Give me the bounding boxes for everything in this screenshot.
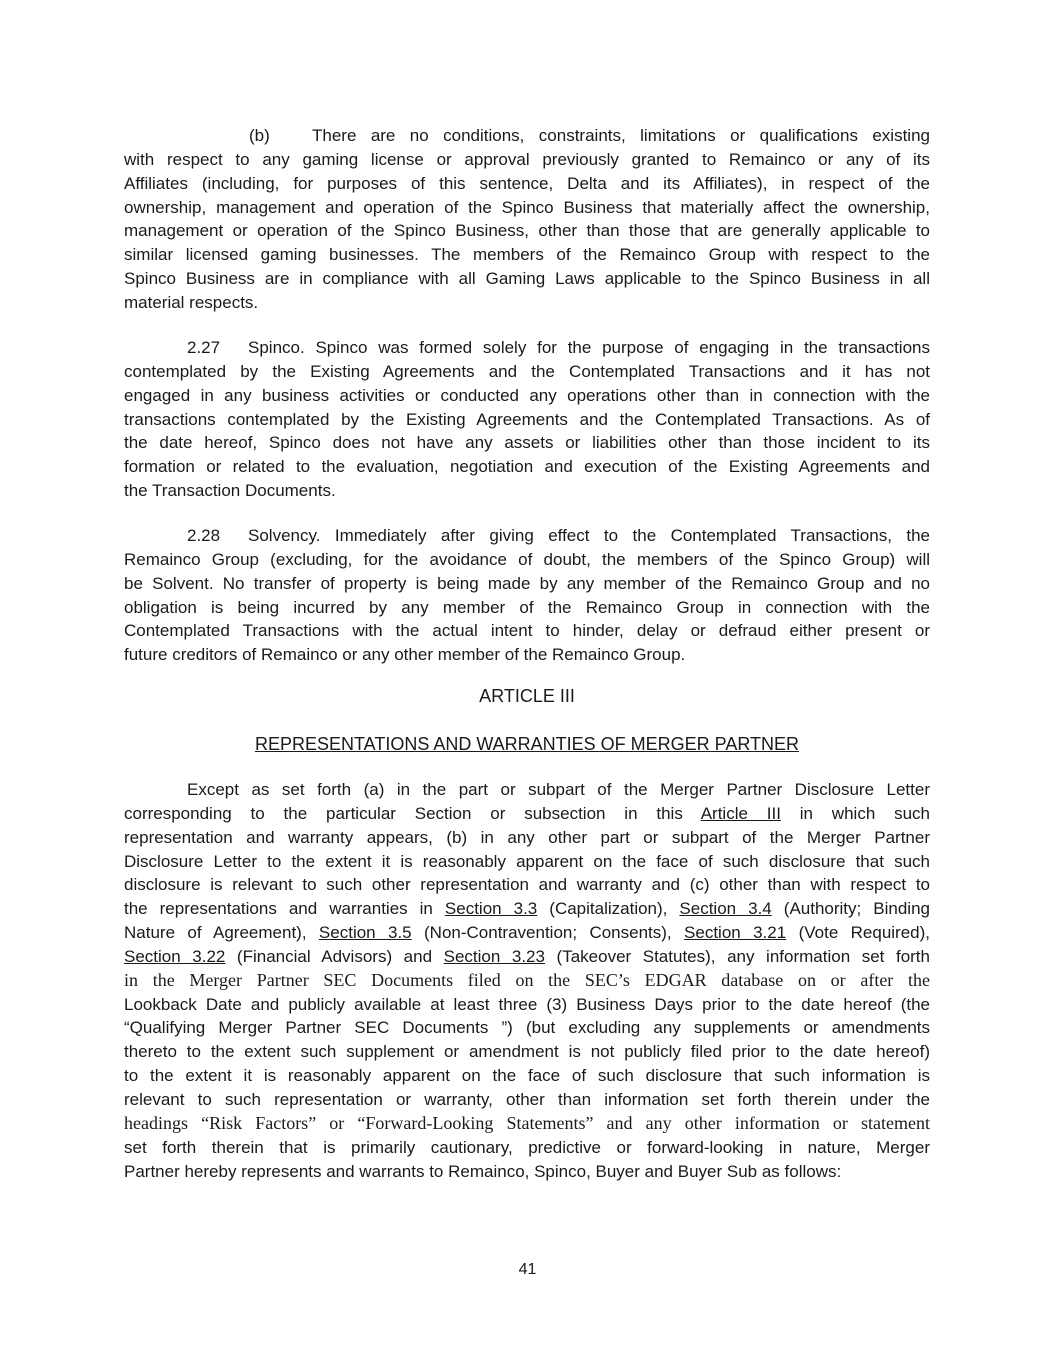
cross-reference-link[interactable]: Section 3.22 xyxy=(124,946,226,966)
text-run: material respects. xyxy=(124,292,259,312)
text-run: the representations and warranties in xyxy=(124,899,445,919)
text-line xyxy=(124,921,930,945)
text-line xyxy=(124,360,930,384)
cross-reference-link[interactable]: Section 3.21 xyxy=(684,923,787,943)
text-run: Except as set forth (a) in the part or subpart of the Merger Partner Disclosure Letter xyxy=(187,780,930,799)
text-line xyxy=(124,336,930,360)
text-run: disclosure is relevant to such other representation and warranty and (c) other than with respect to xyxy=(124,875,930,895)
cross-reference-link[interactable]: Section 3.3 xyxy=(444,899,538,919)
text-run: Nature of Agreement), xyxy=(124,923,319,943)
text-run: Partner hereby represents and warrants to Remainco, Spinco, Buyer and Buyer Sub as follows: xyxy=(124,1161,842,1181)
text-run: Affiliates (including, for purposes of this sentence, Delta and its Affiliates), in respect of the xyxy=(124,173,930,193)
text-line xyxy=(124,291,930,315)
text-line xyxy=(124,850,930,874)
text-run: formation or related to the evaluation, negotiation and execution of the Existing Agreements and xyxy=(124,457,930,477)
text-run: Disclosure Letter to the extent it is reasonably apparent on the face of such disclosure that such xyxy=(124,851,930,871)
cross-reference-link[interactable]: Section 3.23 xyxy=(443,946,545,966)
text-line xyxy=(124,124,930,148)
text-run: the date hereof, Spinco does not have any assets or liabilities other than those incident to its xyxy=(124,433,930,453)
text-run: thereto to the extent such supplement or amendment is not publicly filed prior to the date hereof) xyxy=(124,1042,930,1062)
section-2-27-spinco xyxy=(124,336,930,503)
text-run: Spinco. Spinco was formed solely for the purpose of engaging in the transactions xyxy=(248,338,930,357)
text-line xyxy=(124,384,930,408)
text-line xyxy=(124,1064,930,1088)
text-line xyxy=(124,596,930,620)
text-run: (Financial Advisors) and xyxy=(225,946,444,966)
text-run: (Takeover Statutes), any information set forth xyxy=(544,946,930,966)
text-run: the Transaction Documents. xyxy=(124,481,336,501)
text-line xyxy=(124,1136,930,1160)
text-run: to the extent it is reasonably apparent on the face of such disclosure that such information is xyxy=(124,1066,930,1086)
text-line xyxy=(124,148,930,172)
page-number: 41 xyxy=(518,1261,537,1278)
text-run: with respect to any gaming license or approval previously granted to Remainco or any of its xyxy=(124,149,930,169)
section-number: (b) xyxy=(249,126,270,145)
text-run: set forth therein that is primarily cautionary, predictive or forward-looking in nature, Merger xyxy=(124,1137,930,1157)
text-line xyxy=(124,826,930,850)
text-line xyxy=(124,219,930,243)
article-iii-intro-paragraph xyxy=(124,778,930,1183)
text-line xyxy=(124,1160,930,1184)
text-run: engaged in any business activities or conducted any operations other than in connection with the xyxy=(124,385,930,405)
text-line xyxy=(124,1016,930,1040)
text-line xyxy=(124,969,930,993)
text-run: Remainco Group (excluding, for the avoidance of doubt, the members of the Spinco Group) will xyxy=(124,549,930,569)
text-run: (Non-Contravention; Consents), xyxy=(411,923,685,943)
cross-reference-link[interactable]: Section 3.5 xyxy=(318,923,412,943)
section-number: 2.28 xyxy=(187,526,221,545)
paragraph-2-26-b xyxy=(124,124,930,315)
text-run: (Authority; Binding xyxy=(771,899,930,919)
article-title: ARTICLE III xyxy=(479,686,575,706)
text-run: obligation is being incurred by any member of the Remainco Group in connection with the xyxy=(124,597,930,617)
cross-reference-link[interactable]: Section 3.4 xyxy=(679,899,772,919)
text-line xyxy=(124,408,930,432)
text-run: (Vote Required), xyxy=(786,923,931,943)
text-line xyxy=(124,479,930,503)
text-run: relevant to such representation or warranty, other than information set forth therein under the xyxy=(124,1089,930,1109)
text-line xyxy=(124,1040,930,1064)
text-run: corresponding to the particular Section or subsection in this xyxy=(124,803,701,823)
text-line xyxy=(124,945,930,969)
text-line xyxy=(124,778,930,802)
text-run: in the Merger Partner SEC Documents filed on the SEC’s EDGAR database on or after the xyxy=(124,969,930,990)
text-line xyxy=(124,431,930,455)
text-line xyxy=(124,643,930,667)
text-run: in which such xyxy=(780,803,931,823)
text-run: Lookback Date and publicly available at least three (3) Business Days prior to the date hereof (the xyxy=(124,994,930,1014)
text-line xyxy=(124,1088,930,1112)
text-line xyxy=(124,572,930,596)
text-run: ownership, management and operation of the Spinco Business that materially affect the ownership, xyxy=(124,197,930,217)
section-2-28-solvency xyxy=(124,524,930,667)
text-run: future creditors of Remainco or any other member of the Remainco Group. xyxy=(124,645,686,665)
text-run: (Capitalization), xyxy=(537,899,680,919)
text-run: headings “Risk Factors” or “Forward-Looking Statements” and any other information or statement xyxy=(124,1112,930,1133)
text-line xyxy=(124,802,930,826)
text-line xyxy=(124,196,930,220)
text-run: “Qualifying Merger Partner SEC Documents ”) (but excluding any supplements or amendments xyxy=(124,1018,930,1038)
text-line xyxy=(124,897,930,921)
text-line xyxy=(124,243,930,267)
text-line xyxy=(124,993,930,1017)
article-subtitle: REPRESENTATIONS AND WARRANTIES OF MERGER PARTNER xyxy=(254,734,800,754)
text-run: There are no conditions, constraints, limitations or qualifications existing xyxy=(312,126,930,145)
text-line xyxy=(124,455,930,479)
text-run: contemplated by the Existing Agreements and the Contemplated Transactions and it has not xyxy=(124,361,930,381)
text-run: transactions contemplated by the Existing Agreements and the Contemplated Transactions. As of xyxy=(124,409,930,429)
text-run: Contemplated Transactions with the actual intent to hinder, delay or defraud either present or xyxy=(124,621,930,641)
text-line xyxy=(124,267,930,291)
text-line xyxy=(124,524,930,548)
text-line xyxy=(124,172,930,196)
cross-reference-link[interactable]: Article III xyxy=(700,803,781,823)
text-run: Solvency. Immediately after giving effect to the Contemplated Transactions, the xyxy=(248,526,930,545)
text-line xyxy=(124,1112,930,1136)
text-line xyxy=(124,873,930,897)
section-number: 2.27 xyxy=(187,338,221,357)
text-run: similar licensed gaming businesses. The members of the Remainco Group with respect to the xyxy=(124,245,930,265)
text-line xyxy=(124,548,930,572)
text-run: management or operation of the Spinco Business, other than those that are generally applicable to xyxy=(124,221,930,241)
text-run: representation and warranty appears, (b) in any other part or subpart of the Merger Partner xyxy=(124,827,930,847)
text-run: Spinco Business are in compliance with all Gaming Laws applicable to the Spinco Business in all xyxy=(124,269,930,289)
text-run: be Solvent. No transfer of property is being made by any member of the Remainco Group and no xyxy=(124,573,930,593)
text-line xyxy=(124,619,930,643)
